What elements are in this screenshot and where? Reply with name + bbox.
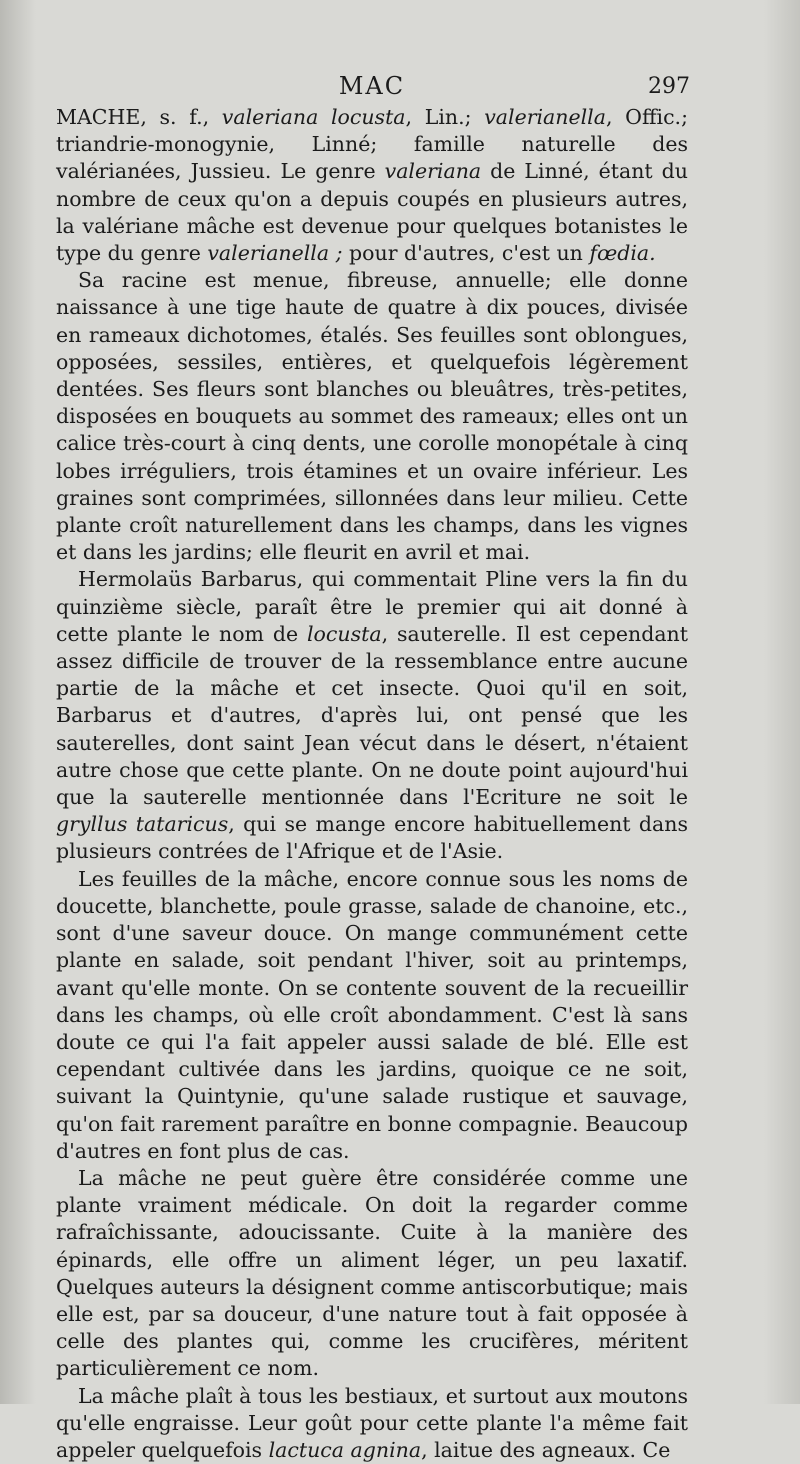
italic-term: lactuca agnina — [268, 1437, 422, 1462]
page-edge-shadow — [764, 0, 800, 1404]
paragraph-livestock: La mâche plaît à tous les bestiaux, et surtout aux moutons qu'elle engraisse. Leur goût pour cette plante l'a même fait appeler quelquefois lactuca agnina, laitue des agneaux. Ce — [56, 1383, 688, 1462]
italic-term: gryllus tataricus — [56, 812, 229, 837]
italic-term: valeriana — [384, 159, 482, 184]
paragraph-etymology: MACHE, s. f., valeriana locusta, Lin.; valerianella, Offic.; triandrie-monogynie, Linné; famille naturelle des valérianées, Jussieu. Le genre valeriana de Linné, étant du nombre de ceux qu'on a depuis coupés en plusieurs autres, la valériane mâche est devenue pour quelques botanistes le type du genre valerianella ; pour d'autres, c'est un fœdia. — [56, 105, 688, 266]
paragraph-history: Hermolaüs Barbarus, qui commentait Pline vers la fin du quinzième siècle, paraît être le premier qui ait donné à cette plante le nom de locusta, sauterelle. Il est cependant assez difficile de trouver de la ressemblance entre aucune partie de la mâche et cet insecte. Quoi qu'il en soit, Barbarus et d'autres, d'après lui, ont pensé que les sauterelles, dont saint Jean vécut dans le désert, n'étaient autre chose que cette plante. On ne doute point aujourd'hui que la sauterelle mentionnée dans l'Ecriture ne soit le gryllus tataricus, qui se mange encore habituellement dans plusieurs contrées de l'Afrique et de l'Asie. — [56, 567, 689, 864]
page-number: 297 — [648, 74, 690, 99]
dictionary-entry-mache — [56, 104, 688, 1464]
running-head — [56, 68, 688, 108]
italic-term: valerianella ; — [207, 241, 343, 266]
book-page — [56, 68, 688, 1464]
paragraph-description: Sa racine est menue, fibreuse, annuelle; elle donne naissance à une tige haute de quatre à dix pouces, divisée en rameaux dichotomes, étalés. Ses feuilles sont oblongues, opposées, sessiles, entières, et quelquefois légèrement dentées. Ses fleurs sont blanches ou bleuâtres, très-petites, disposées en bouquets au sommet des rameaux; elles ont un calice très-court à cinq dents, une corolle monopétale à cinq lobes irréguliers, trois étamines et un ovaire inférieur. Les graines sont comprimées, sillonnées dans leur milieu. Cette plante croît naturellement dans les champs, dans les vignes et dans les jardins; elle fleurit en avril et mai. — [56, 268, 688, 565]
page-gutter-shadow — [0, 0, 36, 1404]
italic-term: valerianella — [484, 105, 606, 129]
italic-term: locusta — [306, 621, 382, 646]
paragraph-medical: La mâche ne peut guère être considérée comme une plante vraiment médicale. On doit la regarder comme rafraîchissante, adoucissante. Cuite à la manière des épinards, elle offre un aliment léger, un peu laxatif. Quelques auteurs la désignent comme antiscorbutique; mais elle est, par sa douceur, d'une nature tout à fait opposée à celle des plantes qui, comme les crucifères, méritent particulièrement ce nom. — [56, 1165, 688, 1381]
paragraph-culinary: Les feuilles de la mâche, encore connue sous les noms de doucette, blanchette, poule grasse, salade de chanoine, etc., sont d'une saveur douce. On mange communément cette plante en salade, soit pendant l'hiver, soit au printemps, avant qu'elle monte. On se contente souvent de la recueillir dans les champs, où elle croît abondamment. C'est là sans doute ce qui l'a fait appeler aussi salade de blé. Elle est cependant cultivée dans les jardins, quoique ce ne soit, suivant la Quintynie, qu'une salade rustique et sauvage, qu'on fait rarement paraître en bonne compagnie. Beaucoup d'autres en font plus de cas. — [56, 866, 688, 1163]
italic-term: fœdia. — [589, 241, 656, 266]
italic-term: valeriana locusta — [221, 105, 406, 129]
running-head-word: MAC — [338, 72, 406, 100]
